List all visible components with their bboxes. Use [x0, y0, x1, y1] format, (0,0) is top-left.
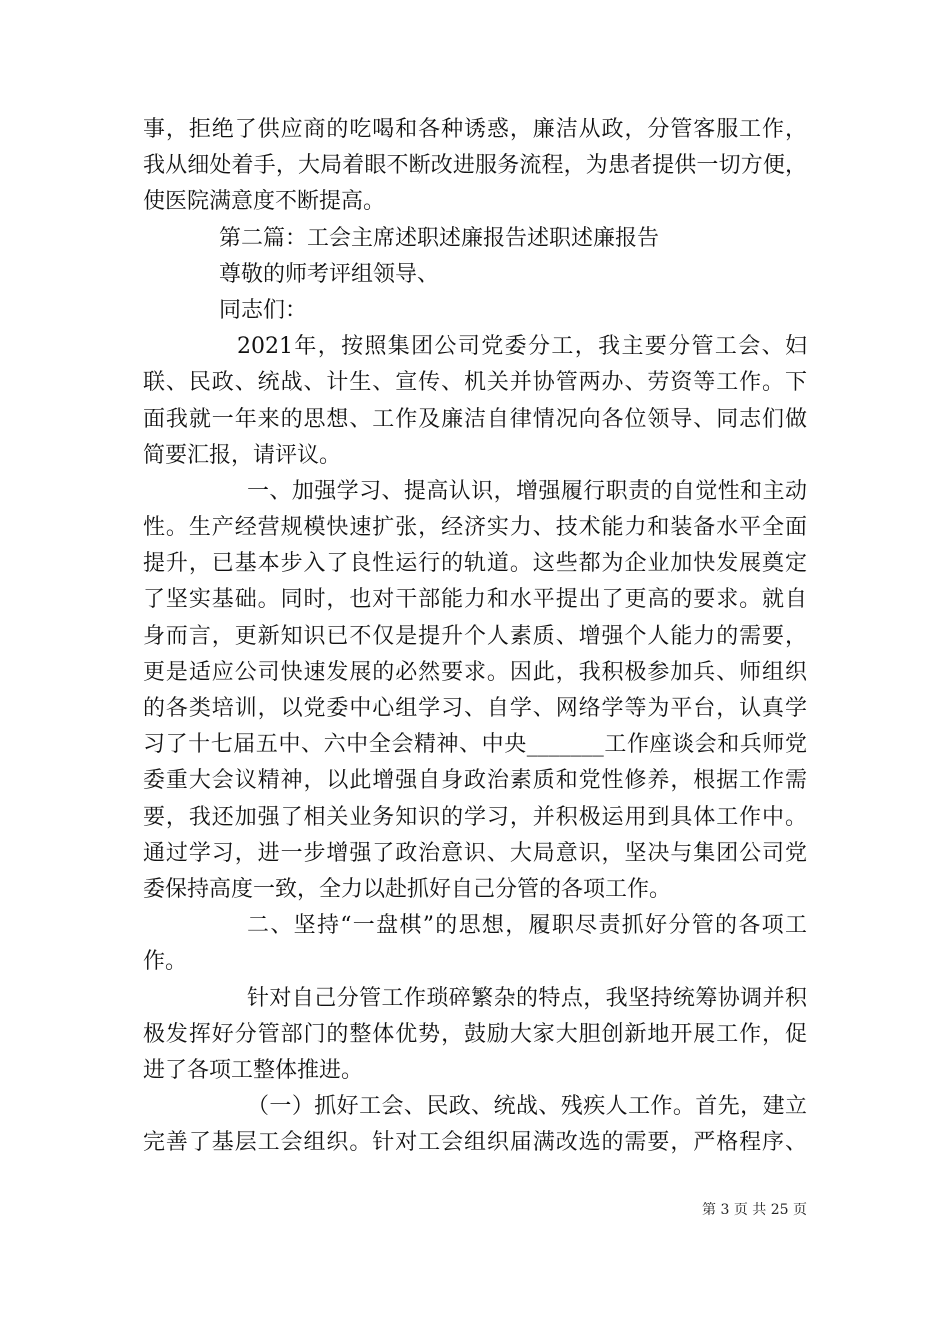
text-line: 一、加强学习、提高认识，增强履行职责的自觉性和主动 — [247, 478, 807, 504]
text-line: 极发挥好分管部门的整体优势，鼓励大家大胆创新地开展工作，促 — [143, 1021, 807, 1047]
page-number-footer: 第 3 页 共 25 页 — [702, 1202, 807, 1218]
text-line: 简要汇报，请评议。 — [143, 442, 342, 468]
text-line: 联、民政、统战、计生、宣传、机关并协管两办、劳资等工作。下 — [143, 370, 807, 396]
text-line: 二、坚持“一盘棋”的思想，履职尽责抓好分管的各项工 — [247, 913, 807, 939]
section-heading: 第二篇：工会主席述职述廉报告述职述廉报告 — [219, 225, 660, 251]
text-line: 进了各项工整体推进。 — [143, 1057, 364, 1083]
text-line: 完善了基层工会组织。针对工会组织届满改选的需要，严格程序、 — [143, 1130, 807, 1156]
text-line: 委重大会议精神，以此增强自身政治素质和党性修养，根据工作需 — [143, 768, 807, 794]
text-line: 作。 — [143, 949, 188, 975]
text-line: 提升，已基本步入了良性运行的轨道。这些都为企业加快发展奠定 — [143, 551, 807, 577]
text-line: 更是适应公司快速发展的必然要求。因此，我积极参加兵、师组织 — [143, 659, 807, 685]
text-line: （一）抓好工会、民政、统战、残疾人工作。首先，建立 — [247, 1094, 807, 1120]
text-line: 面我就一年来的思想、工作及廉洁自律情况向各位领导、同志们做 — [143, 406, 807, 432]
text-line: 习了十七届五中、六中全会精神、中央_______工作座谈会和兵师党 — [143, 732, 807, 758]
text-line: 的各类培训，以党委中心组学习、自学、网络学等为平台，认真学 — [143, 696, 807, 721]
text-line: 2021年，按照集团公司党委分工，我主要分管工会、妇 — [237, 334, 807, 360]
text-line: 了坚实基础。同时，也对干部能力和水平提出了更高的要求。就自 — [143, 587, 807, 613]
text-line: 通过学习，进一步增强了政治意识、大局意识，坚决与集团公司党 — [143, 840, 807, 866]
text-line: 身而言，更新知识已不仅是提升个人素质、增强个人能力的需要， — [143, 623, 807, 649]
text-line: 针对自己分管工作琐碎繁杂的特点，我坚持统筹协调并积 — [247, 985, 807, 1011]
text-line: 性。生产经营规模快速扩张，经济实力、技术能力和装备水平全面 — [143, 515, 807, 541]
salutation-line: 同志们： — [219, 297, 308, 323]
text-line: 我从细处着手，大局着眼不断改进服务流程，为患者提供一切方便， — [143, 153, 807, 179]
text-line: 事，拒绝了供应商的吃喝和各种诱惑，廉洁从政，分管客服工作， — [143, 117, 807, 142]
text-line: 使医院满意度不断提高。 — [143, 189, 386, 215]
text-line: 委保持高度一致，全力以赴抓好自己分管的各项工作。 — [143, 876, 672, 902]
salutation-line: 尊敬的师考评组领导、 — [219, 261, 440, 287]
text-line: 要，我还加强了相关业务知识的学习，并积极运用到具体工作中。 — [143, 804, 807, 830]
document-body — [143, 112, 807, 1161]
